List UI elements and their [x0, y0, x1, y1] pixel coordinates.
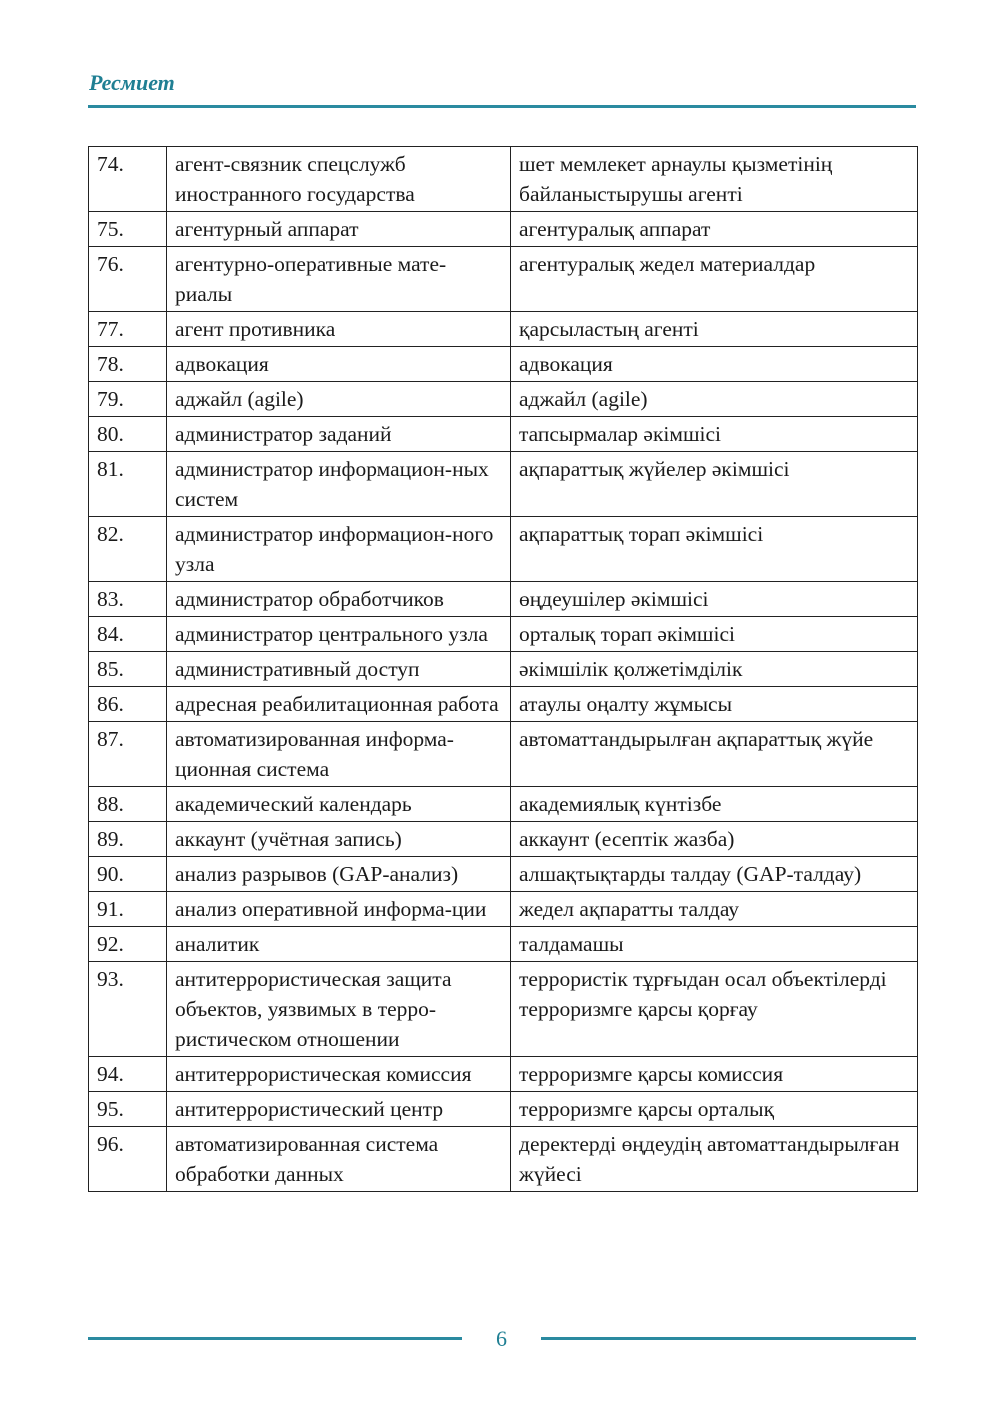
- table-row: [89, 652, 918, 687]
- page-number: 6: [496, 1326, 507, 1351]
- term-kazakh: террористік тұрғыдан осал объектілерді терроризмге қарсы қорғау: [511, 962, 918, 1057]
- term-number: 92.: [89, 927, 167, 962]
- footer-divider-right: [541, 1337, 916, 1340]
- term-russian: административный доступ: [167, 652, 511, 687]
- table-row: [89, 962, 918, 1057]
- term-number: 80.: [89, 417, 167, 452]
- term-number: 94.: [89, 1057, 167, 1092]
- term-number: 75.: [89, 212, 167, 247]
- term-number: 88.: [89, 787, 167, 822]
- term-kazakh: атаулы оңалту жұмысы: [511, 687, 918, 722]
- running-header-title: Ресмиет: [89, 70, 175, 95]
- term-russian: администратор информацион-ного узла: [167, 517, 511, 582]
- term-russian: агент-связник спецслужб иностранного государства: [167, 147, 511, 212]
- term-russian: антитеррористический центр: [167, 1092, 511, 1127]
- table-row: [89, 617, 918, 652]
- term-number: 90.: [89, 857, 167, 892]
- term-russian: администратор обработчиков: [167, 582, 511, 617]
- table-row: [89, 347, 918, 382]
- term-number: 81.: [89, 452, 167, 517]
- table-row: [89, 1127, 918, 1192]
- term-number: 78.: [89, 347, 167, 382]
- footer-divider-left: [88, 1337, 462, 1340]
- table-row: [89, 247, 918, 312]
- term-russian: адресная реабилитационная работа: [167, 687, 511, 722]
- term-russian: автоматизированная система обработки данных: [167, 1127, 511, 1192]
- table-row: [89, 822, 918, 857]
- term-kazakh: шет мемлекет арнаулы қызметінің байланыстырушы агенті: [511, 147, 918, 212]
- glossary-table: [88, 146, 918, 1192]
- table-row: [89, 212, 918, 247]
- term-number: 77.: [89, 312, 167, 347]
- table-row: [89, 1057, 918, 1092]
- term-kazakh: өңдеушілер әкімшісі: [511, 582, 918, 617]
- term-kazakh: агентуралық жедел материалдар: [511, 247, 918, 312]
- term-russian: адвокация: [167, 347, 511, 382]
- table-row: [89, 517, 918, 582]
- term-kazakh: автоматтандырылған ақпараттық жүйе: [511, 722, 918, 787]
- term-kazakh: талдамашы: [511, 927, 918, 962]
- term-russian: антитеррористическая защита объектов, уязвимых в терро-ристическом отношении: [167, 962, 511, 1057]
- term-number: 83.: [89, 582, 167, 617]
- table-row: [89, 787, 918, 822]
- term-kazakh: тапсырмалар әкімшісі: [511, 417, 918, 452]
- term-kazakh: ақпараттық торап әкімшісі: [511, 517, 918, 582]
- term-kazakh: алшақтықтарды талдау (GAP-талдау): [511, 857, 918, 892]
- term-russian: антитеррористическая комиссия: [167, 1057, 511, 1092]
- term-number: 76.: [89, 247, 167, 312]
- term-kazakh: әкімшілік қолжетімділік: [511, 652, 918, 687]
- table-row: [89, 382, 918, 417]
- table-row: [89, 417, 918, 452]
- term-russian: администратор центрального узла: [167, 617, 511, 652]
- table-row: [89, 312, 918, 347]
- header-divider: [88, 105, 916, 108]
- term-kazakh: ақпараттық жүйелер әкімшісі: [511, 452, 918, 517]
- term-kazakh: аджайл (agile): [511, 382, 918, 417]
- table-row: [89, 687, 918, 722]
- term-kazakh: адвокация: [511, 347, 918, 382]
- term-number: 84.: [89, 617, 167, 652]
- term-kazakh: деректерді өңдеудің автоматтандырылған жүйесі: [511, 1127, 918, 1192]
- term-number: 86.: [89, 687, 167, 722]
- term-number: 87.: [89, 722, 167, 787]
- table-row: [89, 722, 918, 787]
- table-row: [89, 452, 918, 517]
- table-row: [89, 857, 918, 892]
- term-russian: администратор заданий: [167, 417, 511, 452]
- term-number: 79.: [89, 382, 167, 417]
- term-russian: академический календарь: [167, 787, 511, 822]
- term-kazakh: академиялық күнтізбе: [511, 787, 918, 822]
- term-russian: администратор информацион-ных систем: [167, 452, 511, 517]
- term-russian: анализ разрывов (GAP-анализ): [167, 857, 511, 892]
- term-number: 95.: [89, 1092, 167, 1127]
- term-russian: автоматизированная информа-ционная система: [167, 722, 511, 787]
- term-kazakh: терроризмге қарсы комиссия: [511, 1057, 918, 1092]
- term-kazakh: жедел ақпаратты талдау: [511, 892, 918, 927]
- table-row: [89, 1092, 918, 1127]
- table-row: [89, 892, 918, 927]
- term-kazakh: агентуралық аппарат: [511, 212, 918, 247]
- term-number: 82.: [89, 517, 167, 582]
- term-russian: агентурно-оперативные мате-риалы: [167, 247, 511, 312]
- term-number: 74.: [89, 147, 167, 212]
- term-russian: агент противника: [167, 312, 511, 347]
- term-russian: агентурный аппарат: [167, 212, 511, 247]
- term-kazakh: аккаунт (есептік жазба): [511, 822, 918, 857]
- term-russian: аджайл (agile): [167, 382, 511, 417]
- table-row: [89, 927, 918, 962]
- term-kazakh: қарсыластың агенті: [511, 312, 918, 347]
- term-number: 89.: [89, 822, 167, 857]
- term-number: 85.: [89, 652, 167, 687]
- term-number: 91.: [89, 892, 167, 927]
- table-row: [89, 147, 918, 212]
- term-kazakh: орталық торап әкімшісі: [511, 617, 918, 652]
- term-number: 93.: [89, 962, 167, 1057]
- term-russian: анализ оперативной информа-ции: [167, 892, 511, 927]
- table-row: [89, 582, 918, 617]
- term-russian: аккаунт (учётная запись): [167, 822, 511, 857]
- term-number: 96.: [89, 1127, 167, 1192]
- term-kazakh: терроризмге қарсы орталық: [511, 1092, 918, 1127]
- term-russian: аналитик: [167, 927, 511, 962]
